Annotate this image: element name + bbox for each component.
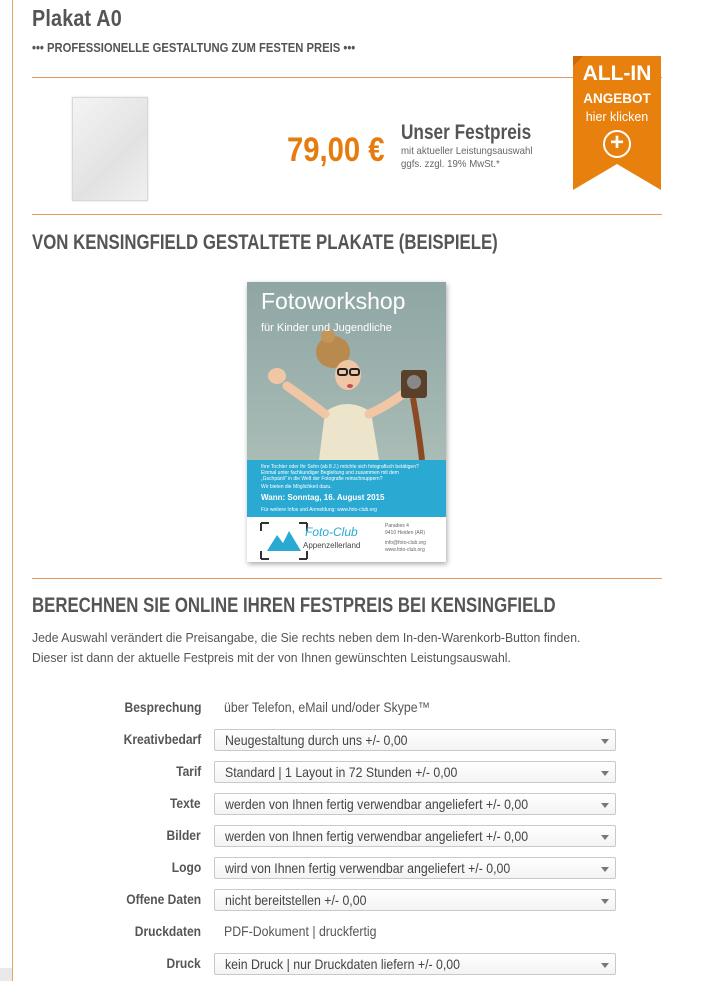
poster-club-region: Appenzellerland [303, 541, 361, 550]
example-poster-image[interactable] [247, 282, 446, 562]
poster-info-band [247, 460, 446, 517]
price-value: 79,00 € [287, 131, 385, 169]
chevron-down-icon [601, 963, 609, 968]
examples-heading: VON KENSINGFIELD GESTALTETE PLAKATE (BEISPIELE) [32, 231, 498, 254]
select-kreativbedarf[interactable] [214, 729, 616, 751]
select-druck[interactable] [214, 953, 616, 975]
chevron-down-icon [601, 771, 609, 776]
bottom-corner-strip [0, 968, 12, 981]
price-note-line1: mit aktueller Leistungsauswahl [401, 145, 533, 157]
all-in-offer-badge[interactable] [573, 56, 661, 190]
chevron-down-icon [601, 835, 609, 840]
select-tarif[interactable] [214, 761, 616, 783]
poster-club-name: Foto-Club [305, 525, 358, 539]
foto-club-logo-icon [259, 521, 309, 561]
poster-address-1: Paradies 4 [385, 523, 409, 529]
poster-address-3: info@foto-club.org [385, 540, 426, 546]
page-left-border [12, 0, 13, 981]
page-title: Plakat A0 [32, 5, 122, 31]
calculator-heading: BERECHNEN SIE ONLINE IHREN FESTPREIS BEI KENSINGFIELD [32, 594, 556, 617]
select-offene-daten[interactable] [214, 889, 616, 911]
label-offene-daten: Offene Daten [126, 891, 201, 907]
poster-text-2: Einmal unter fachkundiger Begleitung und zusammen mit dem [261, 470, 399, 476]
chevron-down-icon [601, 739, 609, 744]
label-logo: Logo [171, 859, 201, 875]
badge-line3: hier klicken [585, 110, 649, 124]
chevron-down-icon [601, 803, 609, 808]
chevron-down-icon [601, 899, 609, 904]
select-bilder-value: werden von Ihnen fertig verwendbar angeliefert +/- 0,00 [225, 828, 529, 844]
price-heading: Unser Festpreis [401, 121, 532, 144]
poster-text-1: Ihre Tochter oder Ihr Sohn (ab 8 J.) möchte sich fotografisch betätigen? [261, 464, 419, 470]
poster-address-2: 9410 Heiden (AR) [385, 530, 426, 536]
badge-line1: ALL-IN [582, 62, 652, 85]
label-druck: Druck [166, 955, 201, 971]
select-tarif-value: Standard | 1 Layout in 72 Stunden +/- 0,00 [225, 764, 458, 780]
product-thumbnail[interactable] [72, 97, 148, 201]
label-texte: Texte [170, 795, 201, 811]
badge-line2: ANGEBOT [583, 91, 651, 106]
plus-circle-icon[interactable]: + [603, 130, 631, 158]
select-kreativbedarf-value: Neugestaltung durch uns +/- 0,00 [225, 732, 408, 748]
poster-date: Wann: Sonntag, 16. August 2015 [261, 493, 385, 502]
value-besprechung: über Telefon, eMail und/oder Skype™ [224, 699, 430, 715]
poster-footer [247, 517, 446, 562]
label-kreativbedarf: Kreativbedarf [123, 731, 201, 747]
divider [32, 578, 662, 579]
label-druckdaten: Druckdaten [134, 923, 201, 939]
select-texte[interactable] [214, 793, 616, 815]
select-logo[interactable] [214, 857, 616, 879]
poster-address-4: www.foto-club.org [385, 547, 425, 553]
calculator-description-line2: Dieser ist dann der aktuelle Festpreis mit der von Ihnen gewünschten Leistungsauswahl. [32, 650, 511, 665]
poster-photo [247, 282, 446, 460]
select-druck-value: kein Druck | nur Druckdaten liefern +/- 0,00 [225, 956, 461, 972]
poster-info: Für weitere Infos und Anmeldung: www.foto-club.org [261, 507, 377, 513]
poster-headline: Fotoworkshop [261, 288, 406, 314]
select-bilder[interactable] [214, 825, 616, 847]
divider [32, 77, 662, 78]
divider [32, 214, 662, 215]
label-bilder: Bilder [166, 827, 201, 843]
price-note-line2: ggfs. zzgl. 19% MwSt.* [401, 158, 500, 170]
poster-text-3: „Gschpänli" in die Welt der Fotografie reinschnuppern? [261, 476, 383, 482]
select-texte-value: werden von Ihnen fertig verwendbar angeliefert +/- 0,00 [225, 796, 529, 812]
select-offene-daten-value: nicht bereitstellen +/- 0,00 [225, 892, 367, 908]
label-tarif: Tarif [175, 763, 201, 779]
chevron-down-icon [601, 867, 609, 872]
value-druckdaten: PDF-Dokument | druckfertig [224, 923, 377, 939]
page-subtitle: ••• PROFESSIONELLE GESTALTUNG ZUM FESTEN PREIS ••• [32, 41, 356, 55]
calculator-description-line1: Jede Auswahl verändert die Preisangabe, die Sie rechts neben dem In-den-Warenkorb-Button finden. [32, 630, 581, 645]
label-besprechung: Besprechung [124, 699, 201, 715]
poster-subline: für Kinder und Jugendliche [261, 322, 392, 334]
poster-text-4: Wir bieten die Möglichkeit dazu. [261, 484, 332, 490]
select-logo-value: wird von Ihnen fertig verwendbar angeliefert +/- 0,00 [225, 860, 511, 876]
